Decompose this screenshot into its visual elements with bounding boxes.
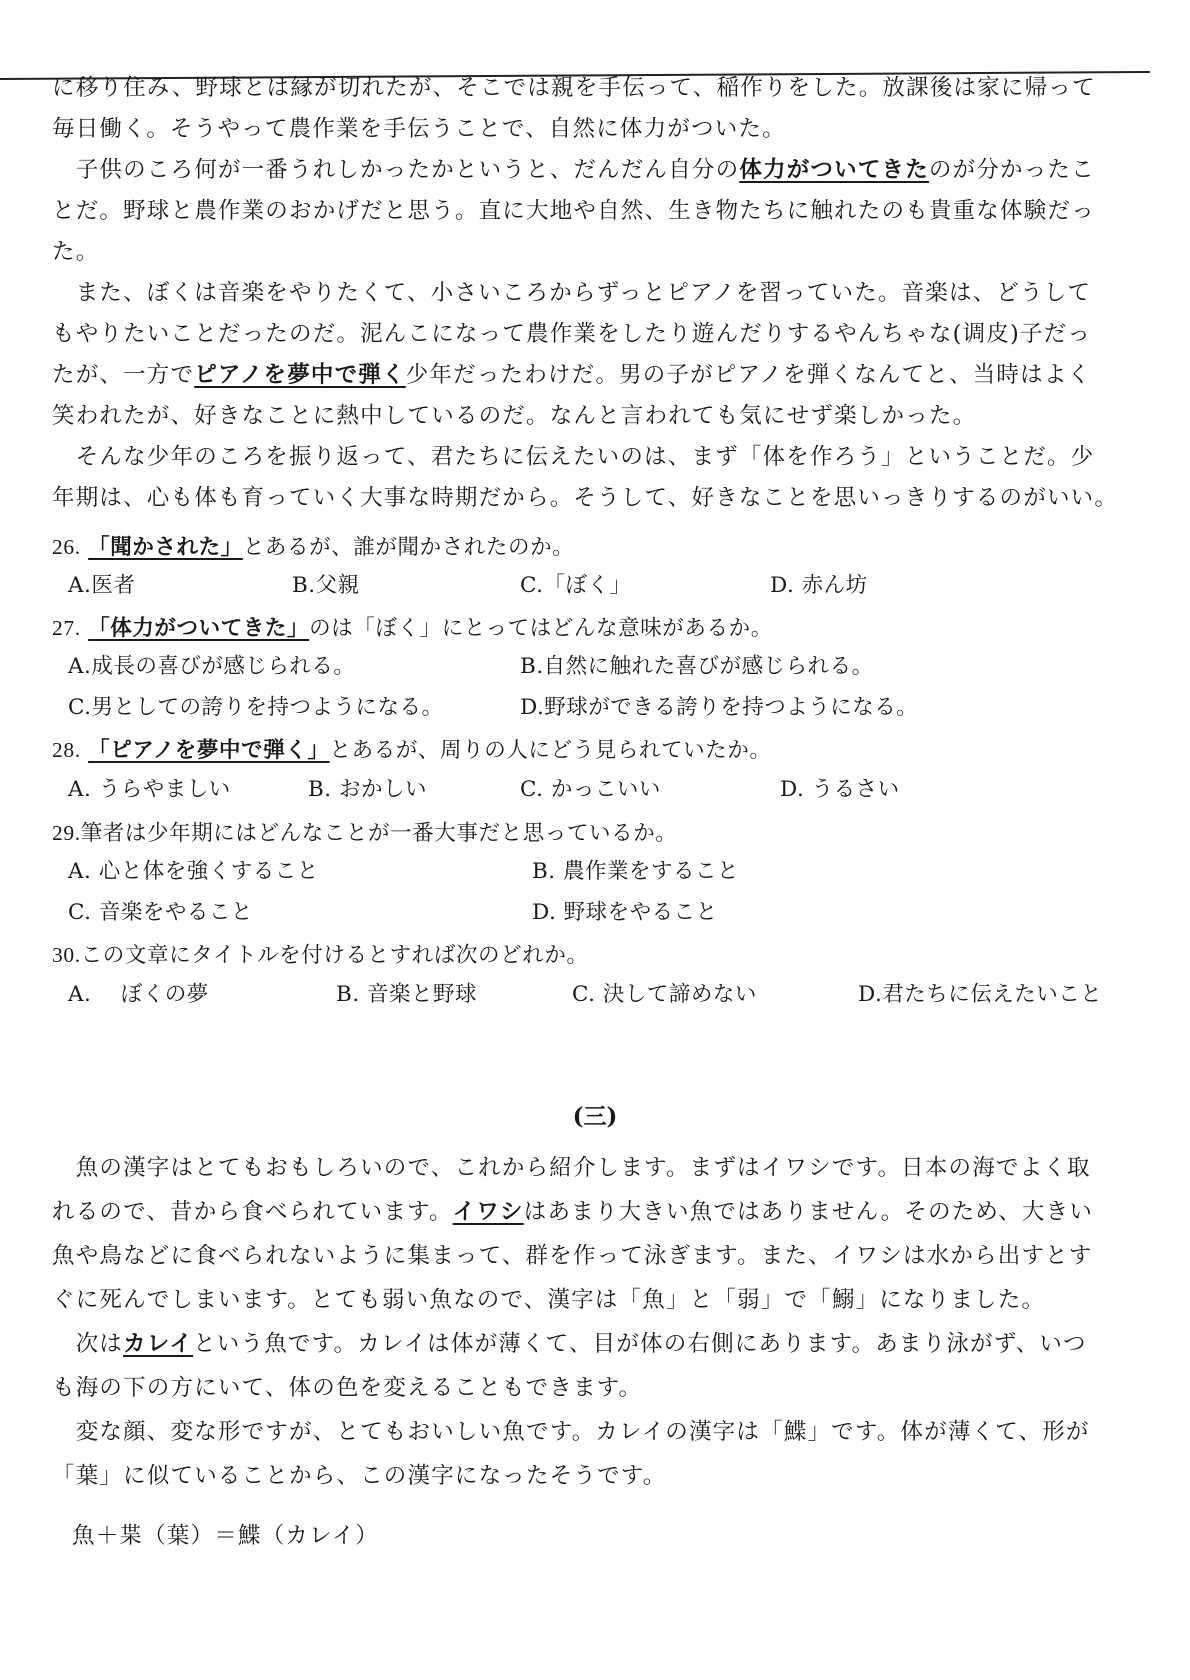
question-28 [52, 735, 772, 766]
option-b[interactable]: B. おかしい [308, 777, 427, 802]
option-c[interactable]: C.「ぼく」 [520, 573, 632, 598]
passage-line [52, 1190, 1144, 1234]
question-text: とあるが、周りの人にどう見られていたか。 [329, 738, 772, 763]
option-d[interactable]: D.君たちに伝えたいこと [858, 982, 1103, 1007]
option-b[interactable]: B.自然に触れた喜びが感じられる。 [520, 654, 874, 679]
text-segment: たが、一方で [52, 362, 195, 388]
text-segment: 次は [52, 1331, 124, 1357]
passage-line: また、ぼくは音楽をやりたくて、小さいころからずっとピアノを習っていた。音楽は、どうして [52, 280, 1092, 306]
question-29 [52, 818, 677, 849]
text-segment: のが分かったこ [928, 157, 1095, 183]
option-b[interactable]: B.父親 [292, 573, 360, 598]
passage-line: 変な顔、変な形ですが、とてもおいしい魚です。カレイの漢字は「鰈」です。体が薄くて、形が [52, 1419, 1090, 1445]
question-text: のは「ぼく」にとってはどんな意味があるか。 [309, 616, 773, 641]
passage-line: に移り住み、野球とは縁が切れたが、そこでは親を手伝って、稲作りをした。放課後は家に帰って [52, 75, 1096, 101]
option-d[interactable]: D. 赤ん坊 [770, 573, 868, 598]
kanji-formula: 魚＋枼（葉）＝鰈（カレイ） [72, 1523, 379, 1549]
passage-line: とだ。野球と農作業のおかげだと思う。直に大地や自然、生き物たちに触れたのも貴重な体験だっ [52, 198, 1095, 224]
passage-line: 「葉」に似ていることから、この漢字になったそうです。 [52, 1463, 667, 1489]
option-c[interactable]: C.男としての誇りを持つようになる。 [68, 695, 444, 720]
question-26 [52, 532, 574, 563]
question-30 [52, 940, 589, 971]
option-a[interactable]: A.医者 [68, 573, 136, 598]
text-segment: 少年だったわけだ。男の子がピアノを弾くなんてと、当時はよく [405, 362, 1092, 388]
passage-line: 毎日働く。そうやって農作業を手伝うことで、自然に体力がついた。 [52, 116, 786, 142]
option-a[interactable]: A. うらやましい [68, 777, 231, 802]
option-c[interactable]: C. かっこいい [520, 777, 661, 802]
underlined-phrase: 「ピアノを夢中で弾く」 [88, 738, 330, 763]
question-number: 27. [52, 616, 81, 640]
underlined-phrase: カレイ [123, 1331, 194, 1357]
passage-line [52, 150, 1144, 191]
passage-line: 魚や鳥などに食べられないように集まって、群を作って泳ぎます。また、イワシは水から出すとす [52, 1243, 1093, 1269]
passage-line: 魚の漢字はとてもおもしろいので、これから紹介します。まずはイワシです。日本の海でよく取 [52, 1155, 1091, 1181]
text-segment: という魚です。カレイは体が薄くて、目が体の右側にあります。あまり泳がず、いつ [193, 1331, 1087, 1357]
option-a[interactable]: A.成長の喜びが感じられる。 [68, 654, 356, 679]
question-27 [52, 613, 773, 644]
question-text: この文章にタイトルを付けるとすれば次のどれか。 [80, 943, 589, 968]
underlined-phrase: ピアノを夢中で弾く [194, 362, 406, 388]
option-b[interactable]: B. 音楽と野球 [336, 982, 477, 1007]
passage-line: 笑われたが、好きなことに熱中しているのだ。なんと言われても気にせず楽しかった。 [52, 403, 977, 429]
option-d[interactable]: D. 野球をやること [532, 900, 718, 925]
passage-line: そんな少年のころを振り返って、君たちに伝えたいのは、まず「体を作ろう」ということだ。少 [52, 444, 1095, 470]
section-heading: (三) [572, 1103, 618, 1130]
text-segment: はあまり大きい魚ではありません。そのため、大きい [523, 1199, 1094, 1225]
question-text: 筆者は少年期にはどんなことが一番大事だと思っているか。 [80, 821, 678, 846]
passage-section3 [52, 1146, 1144, 1498]
text-segment: れるので、昔から食べられています。 [52, 1199, 453, 1225]
question-number: 28. [52, 738, 81, 762]
text-segment: 子供のころ何が一番うれしかったかというと、だんだん自分の [52, 157, 740, 183]
passage-line: ぐに死んでしまいます。とても弱い魚なので、漢字は「魚」と「弱」で「鰯」になりました。 [52, 1287, 1046, 1313]
option-d[interactable]: D.野球ができる誇りを持つようになる。 [520, 695, 919, 720]
question-number: 26. [52, 535, 81, 559]
option-d[interactable]: D. うるさい [780, 777, 900, 802]
passage-line [52, 355, 1144, 396]
question-number: 30. [52, 943, 81, 967]
option-a[interactable]: A. 心と体を強くすること [68, 859, 319, 884]
underlined-phrase: 「体力がついてきた」 [88, 616, 310, 641]
passage-line: た。 [52, 239, 100, 265]
underlined-phrase: 体力がついてきた [739, 157, 929, 183]
passage-line: 年期は、心も体も育っていく大事な時期だから。そうして、好きなことを思いっきりするのがいい。 [52, 485, 1119, 511]
question-text: とあるが、誰が聞かされたのか。 [242, 535, 575, 560]
underlined-phrase: 「聞かされた」 [88, 535, 243, 560]
option-b[interactable]: B. 農作業をすること [532, 859, 739, 884]
question-number: 29. [52, 821, 81, 845]
option-c[interactable]: C. 音楽をやること [68, 900, 253, 925]
option-a[interactable]: A. ぼくの夢 [68, 982, 209, 1007]
passage-line: もやりたいことだったのだ。泥んこになって農作業をしたり遊んだりするやんちゃな(调皮)子だっ [52, 321, 1092, 347]
passage-top [52, 68, 1144, 519]
passage-line [52, 1322, 1144, 1366]
underlined-phrase: イワシ [452, 1199, 524, 1225]
passage-line: も海の下の方にいて、体の色を変えることもできます。 [52, 1375, 643, 1401]
option-c[interactable]: C. 決して諦めない [572, 982, 757, 1007]
